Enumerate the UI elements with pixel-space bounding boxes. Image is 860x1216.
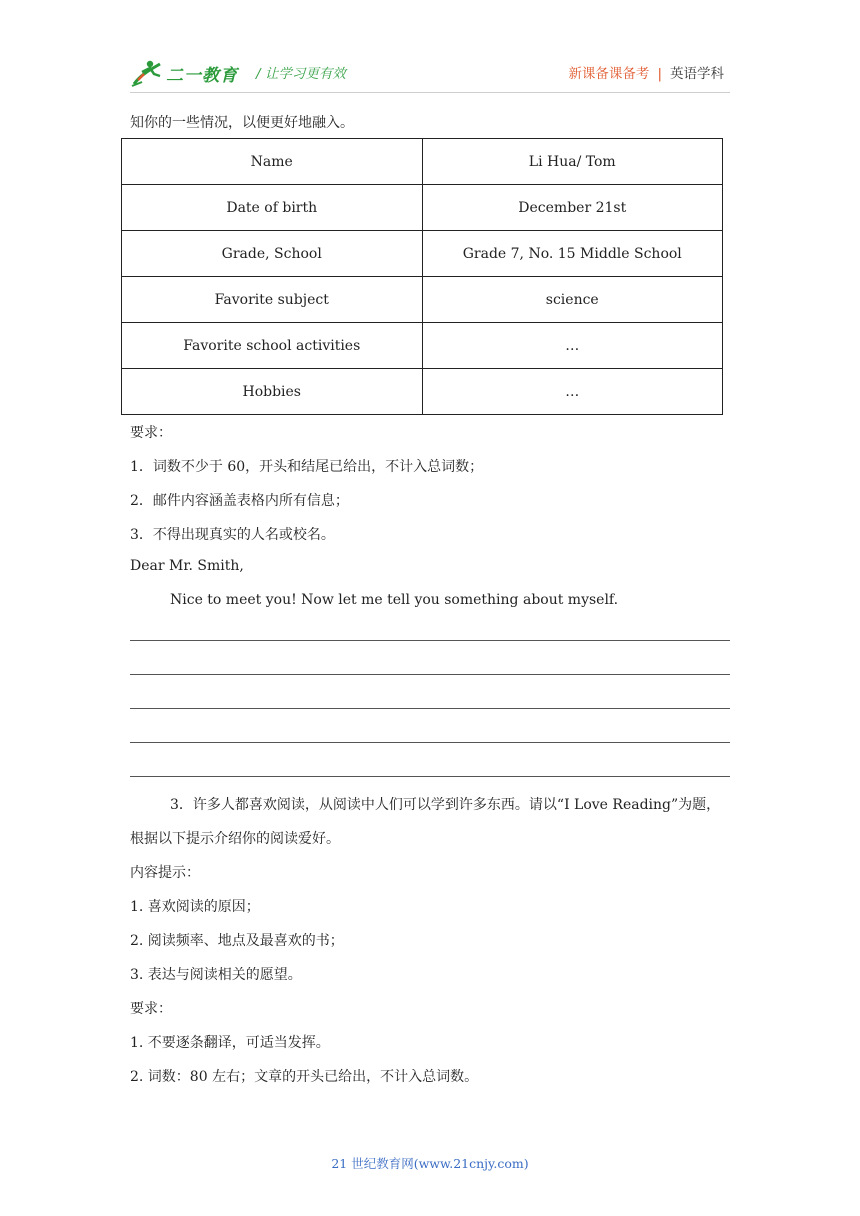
task3-requirement-item: 2. 词数：80 左右；文章的开头已给出，不计入总词数。 [130, 1069, 479, 1085]
table-cell-value: Li Hua/ Tom [422, 139, 723, 185]
lead-text: 知你的一些情况，以便更好地融入。 [130, 115, 354, 131]
table-row [122, 323, 723, 369]
letter-opening: Nice to meet you! Now let me tell you something about myself. [170, 592, 619, 608]
header-right [568, 62, 724, 82]
table-cell-value: Grade 7, No. 15 Middle School [422, 231, 723, 277]
table-row [122, 185, 723, 231]
answer-line [130, 708, 730, 709]
answer-line [130, 640, 730, 641]
answer-line [130, 776, 730, 777]
info-table [121, 138, 723, 415]
table-cell-value: … [422, 323, 723, 369]
requirement-item: 2．邮件内容涵盖表格内所有信息； [130, 493, 349, 509]
hints-title: 内容提示： [130, 865, 200, 881]
table-row [122, 139, 723, 185]
page-header [0, 0, 860, 100]
header-separator: | [657, 66, 662, 82]
answer-line [130, 674, 730, 675]
letter-greeting: Dear Mr. Smith, [130, 558, 244, 574]
table-cell-value: … [422, 369, 723, 415]
table-cell-label: Date of birth [122, 185, 423, 231]
requirement-item: 3．不得出现真实的人名或校名。 [130, 527, 335, 543]
task3-prompt-line1: 3．许多人都喜欢阅读，从阅读中人们可以学到许多东西。请以“I Love Reading”为题， [170, 797, 721, 813]
hint-item: 1. 喜欢阅读的原因； [130, 899, 260, 915]
task3-requirements-title: 要求： [130, 1001, 172, 1017]
answer-line [130, 742, 730, 743]
task3-requirement-item: 1. 不要逐条翻译，可适当发挥。 [130, 1035, 330, 1051]
requirement-item: 1．词数不少于 60，开头和结尾已给出，不计入总词数； [130, 459, 484, 475]
slogan: / 让学习更有效 [256, 66, 346, 82]
table-cell-value: science [422, 277, 723, 323]
header-divider [130, 92, 730, 93]
runner-logo-icon [130, 58, 164, 88]
hint-item: 3. 表达与阅读相关的愿望。 [130, 967, 302, 983]
logo-text: 二一教育 [166, 65, 238, 86]
table-cell-label: Favorite school activities [122, 323, 423, 369]
table-cell-label: Name [122, 139, 423, 185]
table-cell-label: Hobbies [122, 369, 423, 415]
table-row [122, 369, 723, 415]
table-cell-value: December 21st [422, 185, 723, 231]
table-cell-label: Favorite subject [122, 277, 423, 323]
table-row [122, 277, 723, 323]
table-cell-label: Grade, School [122, 231, 423, 277]
header-course-tag: 新课备课备考 [568, 66, 650, 82]
requirements-title: 要求： [130, 425, 172, 441]
task3-prompt-line2: 根据以下提示介绍你的阅读爱好。 [130, 831, 340, 847]
hint-item: 2. 阅读频率、地点及最喜欢的书； [130, 933, 344, 949]
logo [130, 56, 238, 90]
footer-link[interactable]: 21 世纪教育网(www.21cnjy.com) [331, 1156, 529, 1171]
table-row [122, 231, 723, 277]
header-subject: 英语学科 [670, 66, 724, 82]
